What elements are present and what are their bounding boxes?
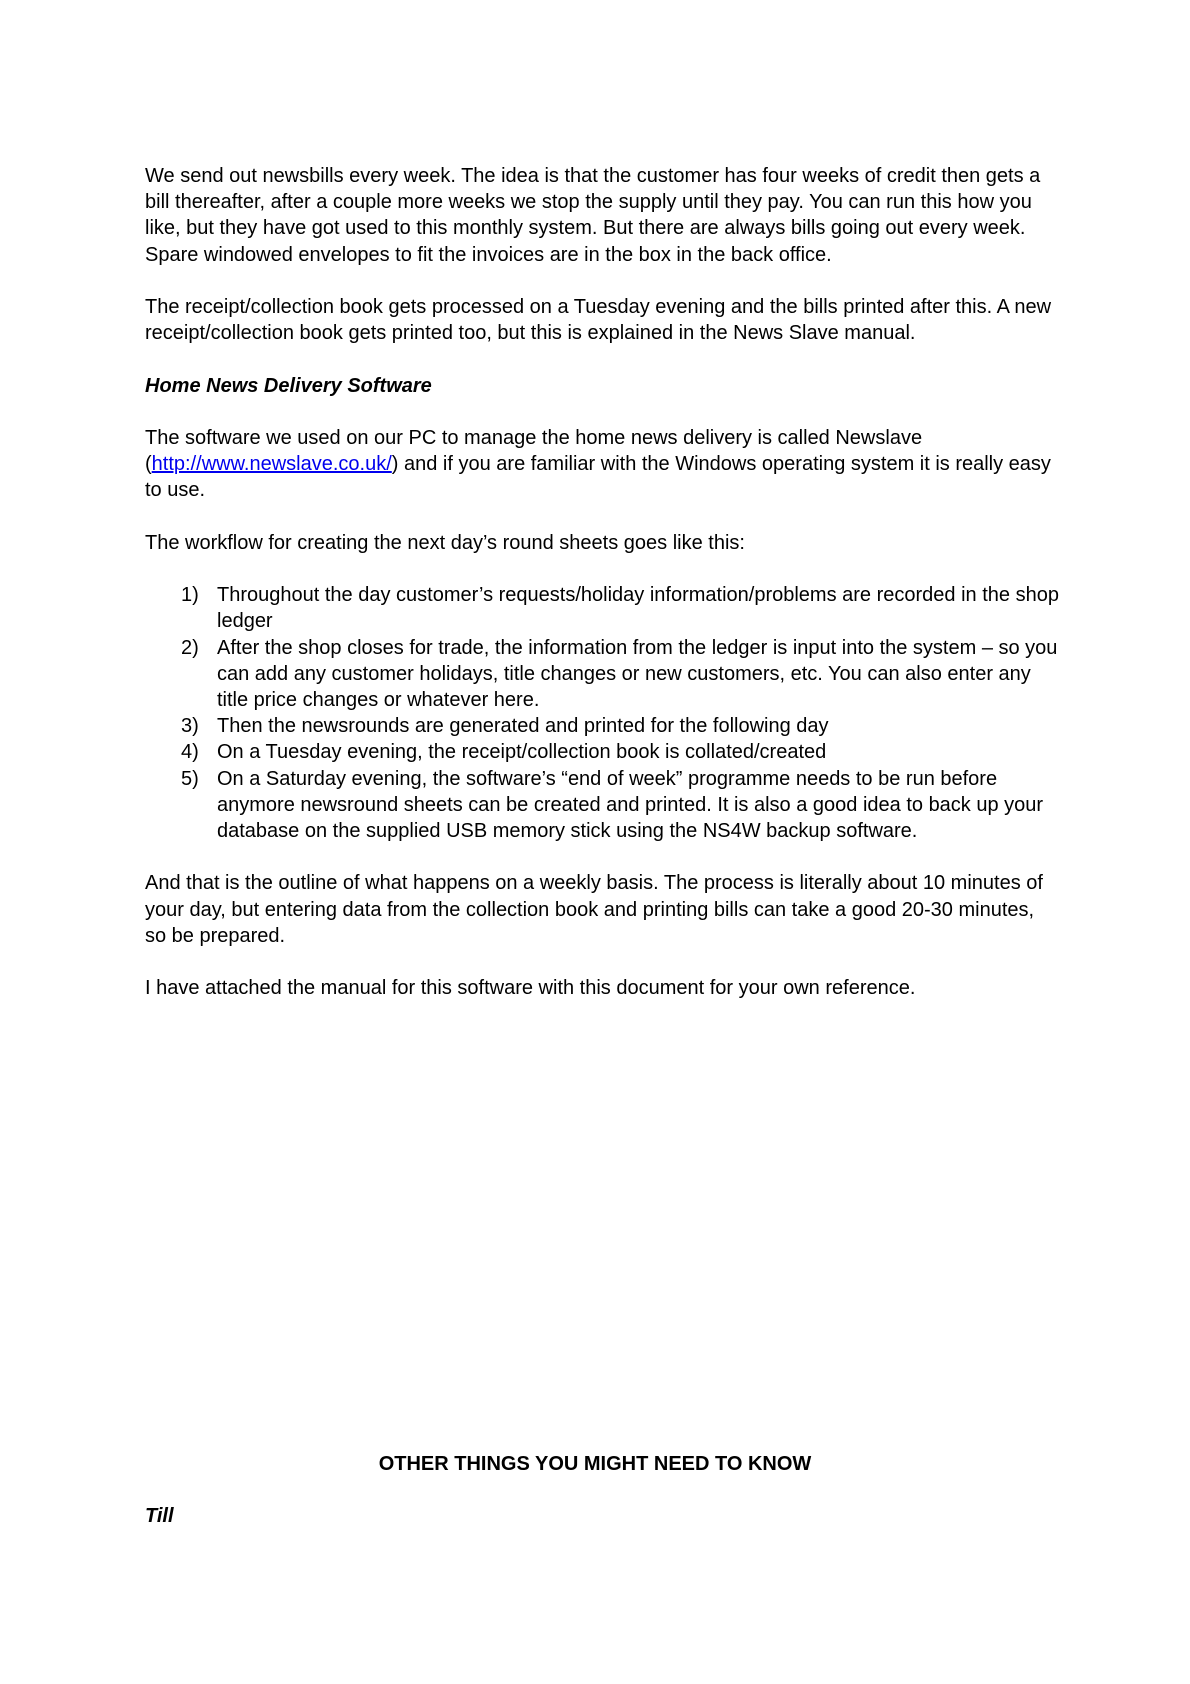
workflow-steps-list — [145, 582, 1060, 844]
weekly-outline-paragraph: And that is the outline of what happens on a weekly basis. The process is literally about 10 minutes of your day, but entering data from the collection book and printing bills can take a good 20-30 minutes, so be prepared. — [145, 872, 1043, 947]
step-text: After the shop closes for trade, the information from the ledger is input into the system – so you can add any customer holidays, title changes or new customers, etc. You can also enter any title price changes or whatever here. — [217, 636, 1058, 711]
workflow-intro-paragraph: The workflow for creating the next day’s round sheets goes like this: — [145, 531, 745, 554]
receipt-book-paragraph: The receipt/collection book gets processed on a Tuesday evening and the bills printed after this. A new receipt/collection book gets printed too, but this is explained in the News Slave manual. — [145, 296, 1052, 345]
other-things-heading: OTHER THINGS YOU MIGHT NEED TO KNOW — [378, 1453, 812, 1475]
newslave-link[interactable]: http://www.newslave.co.uk/ — [151, 453, 392, 476]
document-body — [145, 163, 1060, 1028]
step-number: 3) — [181, 715, 199, 738]
step-text: On a Tuesday evening, the receipt/collection book is collated/created — [217, 741, 827, 764]
software-intro-before: The software we used on our PC to manage the home news delivery is called Newslave ( — [145, 426, 923, 476]
step-number: 4) — [181, 741, 199, 764]
software-section-heading: Home News Delivery Software — [145, 374, 432, 397]
step-text: Then the newsrounds are generated and printed for the following day — [217, 715, 829, 738]
step-number: 5) — [181, 767, 199, 790]
list-item — [181, 713, 1060, 739]
newsbills-paragraph: We send out newsbills every week. The idea is that the customer has four weeks of credit then gets a bill thereafter, after a couple more weeks we stop the supply until they pay. You can run this how you like, but they have got used to this monthly system. But there are always bills going out every week. Spare windowed envelopes to fit the invoices are in the box in the back office. — [145, 165, 1041, 266]
software-intro-after: ) and if you are familiar with the Windows operating system it is really easy to use. — [145, 453, 1051, 502]
step-text: On a Saturday evening, the software’s “end of week” programme needs to be run before anymore newsround sheets can be created and printed. It is also a good idea to back up your database on the supplied USB memory stick using the NS4W backup software. — [217, 767, 1044, 842]
list-item — [181, 635, 1060, 714]
step-text: Throughout the day customer’s requests/holiday information/problems are recorded in the shop ledger — [217, 584, 1059, 633]
list-item — [181, 739, 1060, 765]
manual-attached-paragraph: I have attached the manual for this software with this document for your own reference. — [145, 977, 916, 1000]
step-number: 1) — [181, 584, 199, 607]
list-item — [181, 766, 1060, 845]
step-number: 2) — [181, 636, 199, 659]
till-subheading: Till — [145, 1505, 174, 1527]
software-intro-paragraph — [145, 425, 1060, 504]
list-item — [181, 582, 1060, 634]
